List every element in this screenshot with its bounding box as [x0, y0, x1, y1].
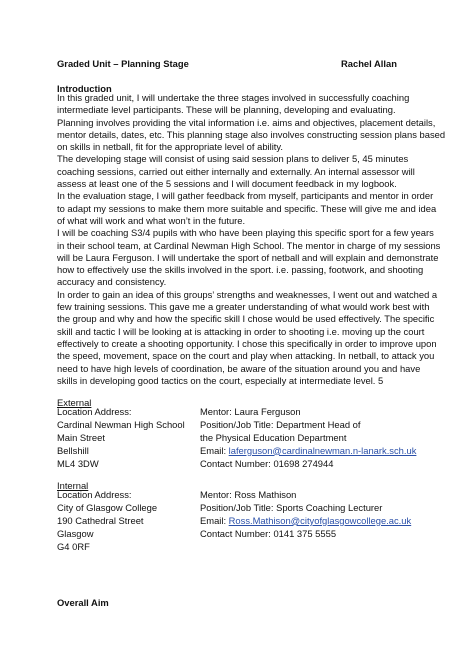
intro-line: accuracy and consistency.	[57, 276, 167, 288]
external-heading: External	[57, 397, 92, 408]
internal-mentor-block	[200, 489, 411, 541]
internal-email-link[interactable]: Ross.Mathison@cityofglasgowcollege.ac.uk	[228, 514, 412, 526]
internal-heading: Internal	[57, 480, 89, 491]
internal-contact: Contact Number: 0141 375 5555	[200, 527, 337, 539]
internal-address-line: G4 0RF	[57, 540, 90, 552]
external-mentor-block	[200, 406, 416, 470]
intro-line: In order to gain an idea of this groups’ strengths and weaknesses, I went out and watched a	[57, 288, 438, 300]
intro-line: mentor details, dates, etc. This planning stage also involves constructing session plans based	[57, 128, 446, 140]
internal-address-line: Glasgow	[57, 527, 94, 539]
intro-line: I will be coaching S3/4 pupils with who have been playing this specific sport for a few years	[57, 227, 434, 239]
external-address-block	[57, 406, 185, 470]
intro-line: will be Laura Ferguson. I will undertake the sport of netball and will explain and demonstrate	[57, 251, 439, 263]
intro-line: on skills in netball, fit for the appropriate level of ability.	[57, 141, 283, 153]
introduction-body	[57, 92, 445, 387]
intro-line: The developing stage will consist of using said session plans to deliver 5, 45 minutes	[57, 153, 409, 165]
introduction-heading: Introduction	[57, 83, 112, 94]
internal-location-label: Location Address:	[57, 489, 132, 500]
overall-aim-heading: Overall Aim	[57, 597, 109, 608]
intro-line: effectively to create a shooting opportunity. I chose this specifically in order to improve upon	[57, 337, 437, 349]
internal-address-line: City of Glasgow College	[57, 501, 158, 513]
intro-line: Planning involves providing the vital information i.e. aims and objectives, placement details,	[57, 116, 436, 128]
intro-line: the group and why and how the specific skill I chose would be used effectively. The specific	[57, 313, 435, 325]
internal-mentor: Mentor: Ross Mathison	[200, 489, 297, 500]
intro-line: few training sessions. This gave me a greater understanding of what would work best with	[57, 301, 430, 313]
external-address-line: Bellshill	[57, 444, 89, 456]
external-email-link[interactable]: laferguson@cardinalnewman.n-lanark.sch.uk	[228, 444, 417, 456]
intro-line: skill and tactic I will be looking at is attacking in order to shooting i.e. moving up the court	[57, 325, 425, 337]
external-address-line: ML4 3DW	[57, 457, 99, 469]
intro-line: need to have high levels of coordination, be aware of the situation around you and have	[57, 362, 421, 374]
external-contact: Contact Number: 01698 274944	[200, 457, 334, 469]
intro-line: In the evaluation stage, I will gather feedback from myself, participants and mentor in order	[57, 190, 434, 202]
document-title: Graded Unit – Planning Stage	[57, 58, 189, 69]
internal-address-line: 190 Cathedral Street	[57, 514, 144, 526]
internal-email-label: Email:	[200, 514, 227, 526]
intro-line: In this graded unit, I will undertake the three stages involved in successfully coaching	[57, 92, 410, 103]
external-address-line: Main Street	[57, 431, 105, 443]
external-location-label: Location Address:	[57, 406, 132, 417]
intro-line: in their school team, at Cardinal Newman High School. The mentor in charge of my sessions	[57, 239, 441, 251]
internal-position: Position/Job Title: Sports Coaching Lecturer	[200, 501, 383, 513]
internal-address-block	[57, 489, 157, 553]
intro-line: skills in developing good tactics on the court, especially at intermediate level. 5	[57, 374, 384, 386]
intro-line: of what will work and what won’t in the future.	[57, 214, 246, 226]
external-mentor: Mentor: Laura Ferguson	[200, 406, 301, 417]
intro-line: intermediate level participants. These will be planning, developing and evaluating.	[57, 104, 396, 116]
intro-line: how to effectively use the skills involved in the sport. i.e. passing, footwork, and shooting	[57, 264, 424, 276]
external-position-cont: the Physical Education Department	[200, 431, 347, 443]
external-email-row	[200, 445, 416, 458]
external-address-line: Cardinal Newman High School	[57, 418, 185, 430]
internal-email-row	[200, 515, 411, 528]
intro-line: assess at least one of the 5 sessions and I will document feedback in my logbook.	[57, 178, 397, 190]
external-email-label: Email:	[200, 444, 227, 456]
intro-line: coaching sessions, carried out either internally and externally. An internal assessor will	[57, 165, 415, 177]
intro-line: to adapt my sessions to make them more suitable and specific. These will give me and idea	[57, 202, 437, 214]
external-position: Position/Job Title: Department Head of	[200, 418, 361, 430]
document-author: Rachel Allan	[341, 58, 397, 69]
intro-line: the speed, movement, space on the court and play when attacking. In netball, to attack you	[57, 350, 435, 362]
